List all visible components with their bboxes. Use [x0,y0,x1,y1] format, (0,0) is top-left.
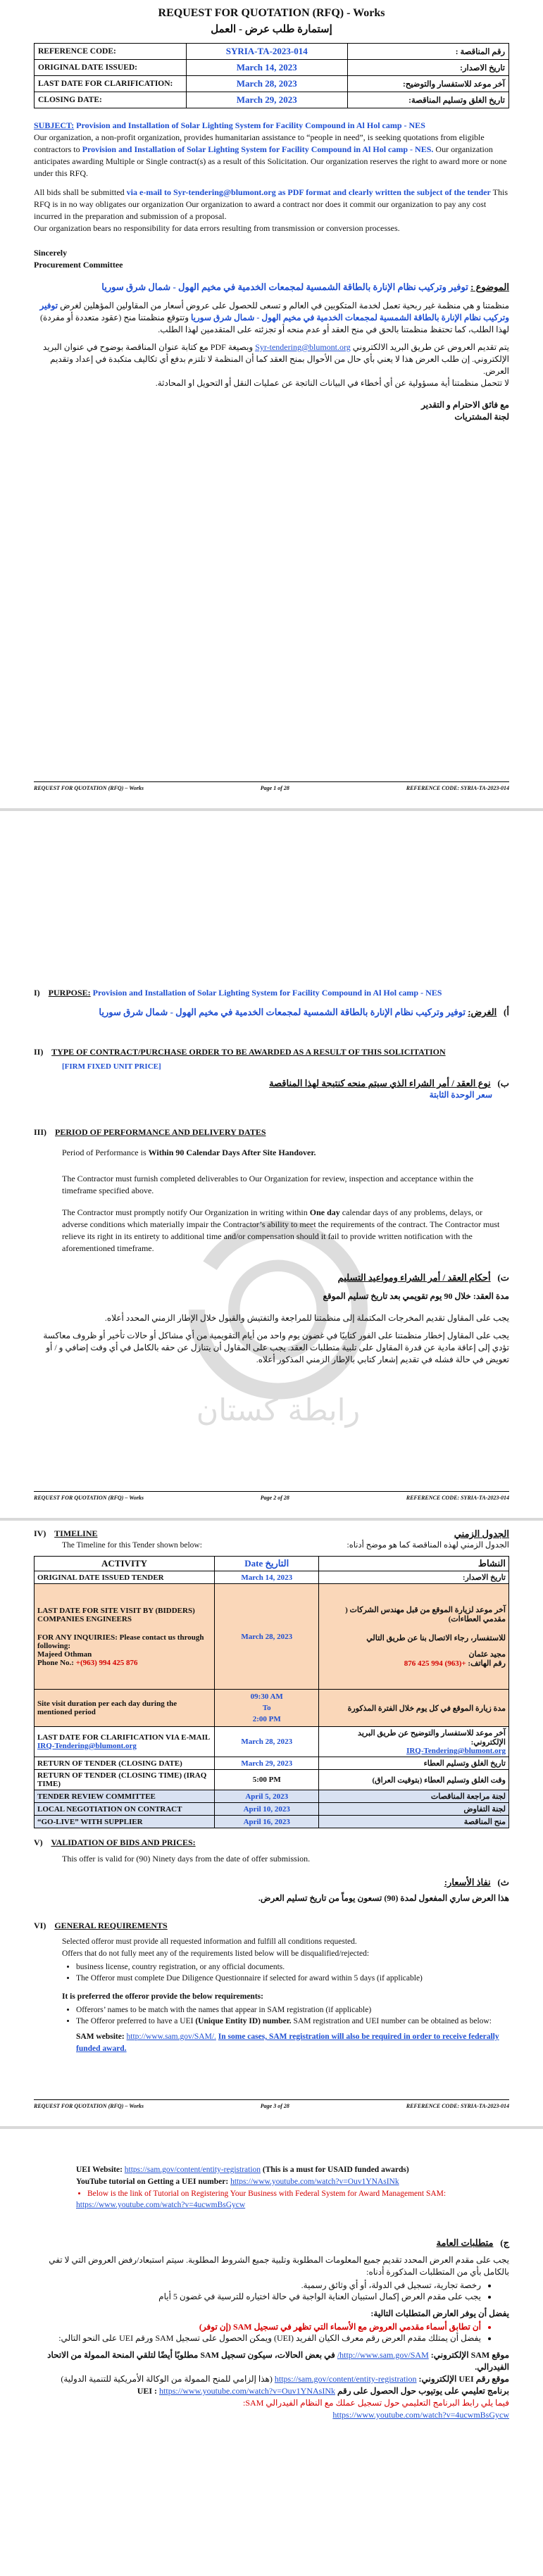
bids-disclaimer-ar: لا تتحمل منظمتنا أية مسؤولية عن أي أخطاء في البيانات الناتجة عن عمليات النقل أو التحويل او المحادثة. [155,378,509,388]
ref-value: March 29, 2023 [186,92,347,108]
table-row: “GO-LIVE” WITH SUPPLIER April 16, 2023 منح المناقصة [35,1816,509,1828]
watermark-logo [162,1205,394,1438]
page-3 [0,1521,543,2126]
list-item: • The Offeror must complete Due Diligence Questionnaire if selected for award within 5 days (if applicable) [76,1973,509,1984]
regards-ar: مع فائق الاحترام و التقدير [421,400,509,410]
ref-label-ar: رقم المناقصة : [347,44,508,60]
list-item: • The Offeror preferred to have a UEI (Unique Entity ID) number. SAM registration and UEI number can be obtained as below: [76,2016,509,2027]
subject-label: SUBJECT: [34,120,75,130]
list-item: • Below is the link of Tutorial on Registering Your Business with Federal System for Award Management SAM: [87,2188,509,2199]
uei-youtube-link-ar[interactable]: https://www.youtube.com/watch?v=Ouv1YNAsINk [159,2386,336,2396]
section-general-requirements: VI) GENERAL REQUIREMENTS Selected offeror must provide all requested information and fulfill all conditions requested. Offers that do not fully meet any of the requirements listed below will be disqualified/rejected: • business license, country registration, or any official documents. • The Offeror must complete Due Diligence Questionnaire if selected for award within 5 days (if applicable) It is preferred the offeror provide the below requirements: • Offerors’ names to be match with the names that appear in SAM registration (if applicable) • The Offeror preferred to have a UEI (Unique Entity ID) number. SAM registration and UEI number can be obtained as below: SAM website: http://www.sam.gov/SAM/. In some cases, SAM registration will also be required in order to receive federally funded award. [34,1920,509,2055]
uei-link-ar[interactable]: https://sam.gov/content/entity-registration [274,2374,417,2384]
intro-paragraph: Our organization, a non-profit organization, provides humanitarian assistance to “people in need”, is seeking quotations from eligible contractors to Provision and Installation of Solar Lighting System for Facility Compound in Al Hol camp - NES. Our organization anticipates awarding Multiple or Single contract(s) as a result of this Solicitation. Our organization reserves the right to award more or none under this RFQ. [34,132,507,178]
page-footer: REQUEST FOR QUOTATION (RFQ) – Works Page 1 of 28 REFERENCE CODE: SYRIA-TA-2023-014 [34,781,509,791]
bids-paragraph: All bids shall be submitted via e-mail to Syr-tendering@blumont.org as PDF format and clearly written the subject of the tender This RFQ is in no way obligates our organization Our organization to award a contract nor does it commit our organization to pay any cost incurred in the preparation and submission of a proposal. [34,187,508,221]
timeline-table [34,1556,509,1828]
page-footer: REQUEST FOR QUOTATION (RFQ) – Works Page 3 of 28 REFERENCE CODE: SYRIA-TA-2023-014 [34,2099,509,2109]
sam-link[interactable]: http://www.sam.gov/SAM/. [126,2032,216,2041]
sam-youtube-link[interactable]: https://www.youtube.com/watch?v=4ucwmBsGycw [76,2201,246,2209]
table-row: ORIGINAL DATE ISSUED TENDER March 14, 2023 تاريخ الاصدار: [35,1571,509,1584]
ref-label-ar: تاريخ الاصدار: [347,60,508,76]
page-1 [0,0,543,808]
uei-link[interactable]: https://sam.gov/content/entity-registration [124,2166,261,2174]
committee-ar: لجنة المشتريات [454,412,509,422]
subject-line [34,120,509,132]
ref-label-ar: آخر موعد للاستفسار والتوضيح: [347,76,508,92]
page-4 [0,2129,543,2576]
ref-label: REFERENCE CODE: [35,44,187,60]
clarification-email-link[interactable]: IRQ-Tendering@blumont.org [37,1742,137,1750]
sincerely: Sincerely [34,248,68,258]
table-header: ACTIVITY Date التاريخ النشاط [35,1557,509,1571]
list-item: • يفضل أن يمتلك مقدم العرض رقم معرف الكيان الفريد (UEI) ويمكن الحصول على تسجيل SAM ورقم UEI على النحو التالي: [34,2332,481,2344]
table-row: RETURN OF TENDER (CLOSING DATE) March 29, 2023 تاريخ الغلق وتسليم العطاء [35,1757,509,1770]
uei-youtube-link[interactable]: https://www.youtube.com/watch?v=Ouv1YNAsINk [230,2178,399,2186]
list-item: • business license, country registration, or any official documents. [76,1961,509,1973]
svg-text:رابطة كستان: رابطة كستان [196,1393,361,1428]
table-row: LAST DATE FOR SITE VISIT BY (BIDDERS) COMPANIES ENGINEERS FOR ANY INQUIRIES: Please contact us through following: Majeed Othman Phone No.: +(963) 994 425 876 March 28, 2023 آخر موعد لزيارة الموقع من قبل مهندس الشركات ( مقدمي العطاءات) للاستفسار، رجاء الاتصال بنا عن طريق التالي مجيد عثمان رقم الهاتف: +(963) 994 425 876 [35,1584,509,1690]
ref-value: March 14, 2023 [186,60,347,76]
clarification-email-link-ar[interactable]: IRQ-Tendering@blumont.org [406,1747,506,1755]
ref-label: CLOSING DATE: [35,92,187,108]
intro-paragraph-ar: منظمتنا و هي منظمة غير ربحية تعمل لخدمة المتكوبين في العالم و تسعى للحصول على عروض أسعار من المقاولين المؤهلين لغرض توفير وتركيب نظام الإنارة بالطاقة الشمسية لمجمعات الخدمية في مخيم الهول - شمال شرق سوريا وتتوقع منظمتنا منح (عقود متعددة أو مفردة) لهذا الطلب، كما تحتفظ منظمتنا بالحق في منح العقد أو عدم منحه أو تجزئته على المتقدمين لهذا الطلب. [39,301,509,334]
timeline-heading: IV) TIMELINE The Timeline for this Tender shown below: الجدول الزمني الجدول الزمني لهذه المناقصة كما هو موضح أدناه: [34,1528,509,1550]
list-item: • رخصة تجارية، تسجيل في الدولة، أو أي وثائق رسمية. [34,2280,481,2291]
list-item: • أن تطابق أسماء مقدمي العروض مع الأسماء التي تظهر في تسجيل SAM (إن توفر) [34,2321,481,2332]
ref-row [35,44,509,60]
section-validation: V) VALIDATION OF BIDS AND PRICES: This offer is valid for (90) Ninety days from the date of offer submission. ث) نفاذ الأسعار: هذا العرض ساري المفعول لمدة (90) تسعون يوماً من تاريخ تسليم العرض. [34,1837,509,1903]
committee: Procurement Committee [34,260,123,270]
table-row: LOCAL NEGOTIATION ON CONTRACT April 10, 2023 لجنة التفاوض [35,1803,509,1816]
ref-value: SYRIA-TA-2023-014 [186,44,347,60]
section-performance: III) PERIOD OF PERFORMANCE AND DELIVERY DATES Period of Performance is Within 90 Calendar Days After Site Handover. The Contractor must furnish completed deliverables to Our Organization for review, inspection and acceptance within the timeframe specified above. The Contractor must promptly notify Our Organization in writing within One day calendar days of any problems, delays, or adverse conditions which materially impair the Contractor’s ability to meet the requirements of the contract. The Contractor must relieve its right in its entirety to additional time and/or compensation should it fail to provide written notification with the aforementioned timeframe. ت) أحكام العقد / أمر الشراء ومواعيد التسليم مدة العقد: خلال 90 يوم تقويمي بعد تاريخ تسليم الموقع يجب على المقاول تقديم المخرجات المكتملة إلى منظمتنا للمراجعة والتفتيش والقبول خلال الإطار الزمني المحدد أعلاه. يجب على المقاول إخطار منظمتنا على الفور كتابيًا في غضون يوم واحد من أيام التقويمية من أي مشاكل أو حالات تأخير أو ظروف معاكسة تؤدي إلى إعاقة مادية عن قدرة المقاول على تلبية متطلبات العقد. يجب على المقاول أن يتنازل عن حقه بالكامل في أي وقت إضافي و / أو تعويض في حالة فشله في تقديم إشعار كتابي بالإطار الزمني المذكور أعلاه. [34,1127,509,1364]
reference-table [34,43,509,108]
ref-label-ar: تاريخ الغلق وتسليم المناقصة: [347,92,508,108]
tender-email-link[interactable]: via e-mail to Syr-tendering@blumont.org as PDF format and clearly written the subject of the tender [126,187,491,197]
section-contract-type: II) TYPE OF CONTRACT/PURCHASE ORDER TO BE AWARDED AS A RESULT OF THIS SOLICITATION [FIRM FIXED UNIT PRICE] ب) نوع العقد / أمر الشراء الذي سيتم منحه كنتيجة لهذا المناقصة سعر الوحدة الثابتة [34,1047,509,1100]
ref-row [35,60,509,76]
ref-value: March 28, 2023 [186,76,347,92]
table-row: TENDER REVIEW COMMITTEE April 5, 2023 لجنة مراجعة المناقصات [35,1790,509,1803]
page-2 [0,811,543,1518]
list-item: • يجب على مقدم العرض إكمال استبيان العناية الواجبة في حالة اختياره للترسية في غضون 5 أيام [34,2291,481,2302]
sam-youtube-link-ar[interactable]: https://www.youtube.com/watch?v=4ucwmBsGycw [332,2410,509,2420]
table-row: Site visit duration per each day during the mentioned period 09:30 AM To 2:00 PM مدة زيارة الموقع في كل يوم خلال الفترة المذكورة [35,1690,509,1727]
bids-paragraph-ar: يتم تقديم العروض عن طريق البريد الالكتروني Syr-tendering@blumont.org وبصيغة PDF مع كتابة عنوان المناقصة بوضوح في عنوان البريد الإلكتروني. إن طلب العرض هذا لا يعني بأي حال من الأحوال بمنح العقد كما أن المنظمة لا تلتزم بدفع أي تكاليف متكبدة في إعداد وتقديم العرض. [42,342,509,376]
subject-text: Provision and Installation of Solar Lighting System for Facility Compound in Al Hol camp - NES [76,120,425,130]
page-footer: REQUEST FOR QUOTATION (RFQ) – Works Page 2 of 28 REFERENCE CODE: SYRIA-TA-2023-014 [34,1491,509,1501]
ref-row [35,76,509,92]
arabic-body [34,281,509,423]
rfq-title: REQUEST FOR QUOTATION (RFQ) - Works [158,7,385,19]
sam-link-ar[interactable]: http://www.sam.gov/SAM/ [337,2350,429,2360]
rfq-title-ar: إستمارة طلب عرض - العمل [211,24,332,35]
ref-label: LAST DATE FOR CLARIFICATION: [35,76,187,92]
ref-label: ORIGINAL DATE ISSUED: [35,60,187,76]
section-purpose: I) PURPOSE: Provision and Installation of Solar Lighting System for Facility Compound in Al Hol camp - NES أ) الغرض: توفير وتركيب نظام الإنارة بالطاقة الشمسية لمجمعات الخدمية في مخيم الهول - شمال شرق سوريا [34,988,509,1017]
tender-email-link-ar[interactable]: Syr-tendering@blumont.org [255,342,351,352]
ref-row [35,92,509,108]
table-row: LAST DATE FOR CLARIFICATION VIA E-MAIL IRQ-Tendering@blumont.org March 28, 2023 آخر موعد للاستفسار والتوضيح عن طريق البريد الإلكتروني: IRQ-Tendering@blumont.org [35,1727,509,1757]
list-item: • Offerors’ names to be match with the names that appear in SAM registration (if applicable) [76,2004,509,2016]
links-block: UEI Website: https://sam.gov/content/entity-registration (This is a must for USAID funded awards) YouTube tutorial on Getting a UEI number: https://www.youtube.com/watch?v=Ouv1YNAsINk • Below is the link of Tutorial on Registering Your Business with Federal System for Award Management SAM: https://www.youtube.com/watch?v=4ucwmBsGycw [34,2164,509,2211]
bids-disclaimer: Our organization bears no responsibility for data errors resulting from transmission or conversion processes. [34,223,400,233]
arabic-general-requirements: ج) متطلبات العامة يجب على مقدم العرض المحدد تقديم جميع المعلومات المطلوبة وتلبية جميع الشروط المطلوبة. سيتم استبعاد/رفض العروض التي لا تفي بالكامل بأي من المتطلبات المذكورة أدناه: • رخصة تجارية، تسجيل في الدولة، أو أي وثائق رسمية. • يجب على مقدم العرض إكمال استبيان العناية الواجبة في حالة اختياره للترسية في غضون 5 أيام يفضل أن يوفر العارض المتطلبات التالية: • أن تطابق أسماء مقدمي العروض مع الأسماء التي تظهر في تسجيل SAM (إن توفر) • يفضل أن يمتلك مقدم العرض رقم معرف الكيان الفريد (UEI) ويمكن الحصول على تسجيل SAM ورقم UEI على النحو التالي: موقع SAM الإلكتروني: http://www.sam.gov/SAM/ في بعض الحالات، سيكون تسجيل SAM مطلوبًا أيضًا لتلقي المنحة الممولة من الاتحاد الفيدرالي. موقع رقم UEI الإلكتروني: https://sam.gov/content/entity-registration (هذا إلزامي للمنح الممولة من الوكالة الأمريكية للتنمية الدولية) برنامج تعليمي على يوتيوب حول الحصول على رقم UEI : https://www.youtube.com/watch?v=Ouv1YNAsINk فيما يلي رابط البرنامج التعليمي حول تسجيل عملك مع النظام الفيدرالي SAM: https://www.youtube.com/watch?v=4ucwmBsGycw [34,2237,509,2421]
table-row: RETURN OF TENDER (CLOSING TIME) (IRAQ TIME) 5:00 PM وقت الغلق وتسليم العطاء (بتوقيت العراق) [35,1770,509,1790]
subject-line-ar: الموضوع : توفير وتركيب نظام الإنارة بالطاقة الشمسية لمجمعات الخدمية في مخيم الهول - شمال شرق سوريا [101,282,509,292]
